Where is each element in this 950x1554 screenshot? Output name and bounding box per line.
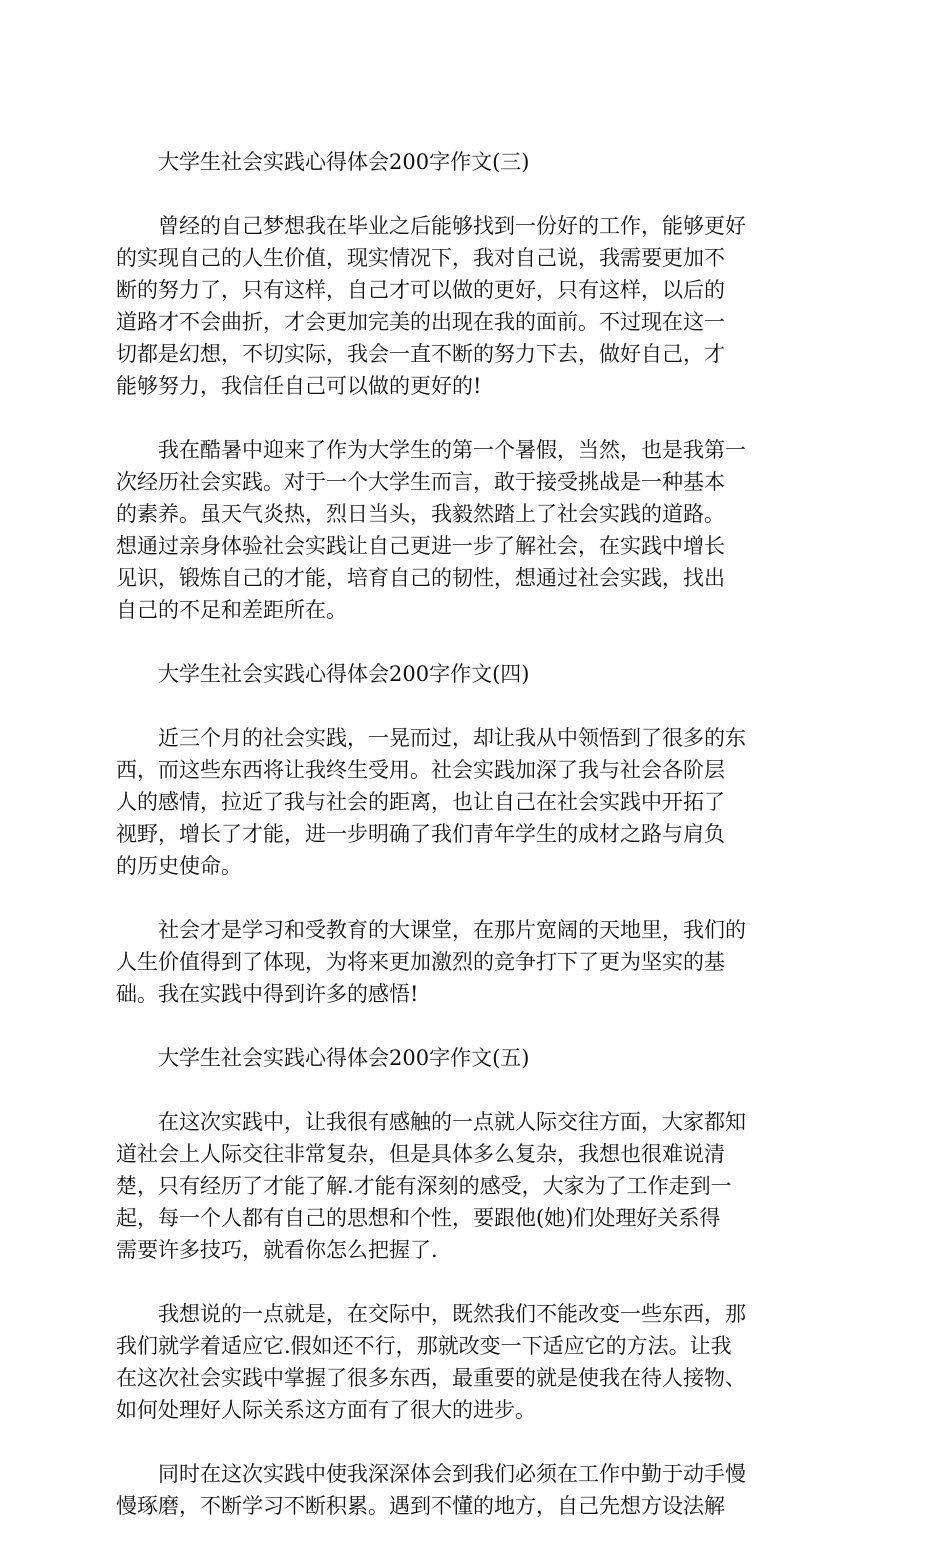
paragraph-line: 人生价值得到了体现，为将来更加激烈的竞争打下了更为坚实的基 bbox=[116, 950, 725, 974]
paragraph-line: 在这次实践中，让我很有感触的一点就人际交往方面，大家都知 bbox=[158, 1110, 746, 1134]
paragraph-line: 道路才不会曲折，才会更加完美的出现在我的面前。不过现在这一 bbox=[116, 310, 725, 334]
document-body bbox=[116, 146, 812, 1554]
paragraph-line: 起，每一个人都有自己的思想和个性，要跟他(她)们处理好关系得 bbox=[116, 1206, 721, 1230]
body-paragraph bbox=[116, 914, 812, 1010]
body-paragraph bbox=[116, 1106, 812, 1266]
paragraph-line: 的素养。虽天气炎热，烈日当头，我毅然踏上了社会实践的道路。 bbox=[116, 502, 725, 526]
paragraph-line: 如何处理好人际关系这方面有了很大的进步。 bbox=[116, 1398, 536, 1422]
body-paragraph bbox=[116, 1458, 812, 1522]
paragraph-line: 我想说的一点就是，在交际中，既然我们不能改变一些东西，那 bbox=[158, 1302, 746, 1326]
paragraph-line: 慢琢磨，不断学习不断积累。遇到不懂的地方，自己先想方设法解 bbox=[116, 1494, 725, 1518]
paragraph-line: 在这次社会实践中掌握了很多东西，最重要的就是使我在待人接物、 bbox=[116, 1366, 746, 1390]
paragraph-line: 近三个月的社会实践，一晃而过，却让我从中领悟到了很多的东 bbox=[158, 726, 746, 750]
body-paragraph bbox=[116, 210, 812, 402]
paragraph-line: 我在酷暑中迎来了作为大学生的第一个暑假，当然，也是我第一 bbox=[158, 438, 746, 462]
section-heading: 大学生社会实践心得体会200字作文(四) bbox=[158, 662, 530, 686]
paragraph-line: 切都是幻想，不切实际，我会一直不断的努力下去，做好自己，才 bbox=[116, 342, 725, 366]
paragraph-line: 需要许多技巧，就看你怎么把握了. bbox=[116, 1238, 438, 1262]
paragraph-line: 想通过亲身体验社会实践让自己更进一步了解社会，在实践中增长 bbox=[116, 534, 725, 558]
paragraph-line: 能够努力，我信任自己可以做的更好的! bbox=[116, 374, 482, 398]
paragraph-line: 社会才是学习和受教育的大课堂，在那片宽阔的天地里，我们的 bbox=[158, 918, 746, 942]
paragraph-line: 自己的不足和差距所在。 bbox=[116, 598, 347, 622]
section-heading: 大学生社会实践心得体会200字作文(三) bbox=[158, 150, 530, 174]
body-paragraph bbox=[116, 434, 812, 626]
paragraph-line: 视野，增长了才能，进一步明确了我们青年学生的成材之路与肩负 bbox=[116, 822, 725, 846]
paragraph-line: 道社会上人际交往非常复杂，但是具体多么复杂，我想也很难说清 bbox=[116, 1142, 725, 1166]
paragraph-line: 人的感情，拉近了我与社会的距离，也让自己在社会实践中开拓了 bbox=[116, 790, 725, 814]
paragraph-line: 断的努力了，只有这样，自己才可以做的更好，只有这样，以后的 bbox=[116, 278, 725, 302]
body-paragraph bbox=[116, 1298, 812, 1426]
paragraph-line: 西，而这些东西将让我终生受用。社会实践加深了我与社会各阶层 bbox=[116, 758, 725, 782]
paragraph-line: 的实现自己的人生价值，现实情况下，我对自己说，我需要更加不 bbox=[116, 246, 725, 270]
paragraph-line: 的历史使命。 bbox=[116, 854, 242, 878]
paragraph-line: 础。我在实践中得到许多的感悟! bbox=[116, 982, 419, 1006]
paragraph-line: 次经历社会实践。对于一个大学生而言，敢于接受挑战是一种基本 bbox=[116, 470, 725, 494]
paragraph-line: 楚，只有经历了才能了解.才能有深刻的感受，大家为了工作走到一 bbox=[116, 1174, 732, 1198]
body-paragraph bbox=[116, 722, 812, 882]
paragraph-line: 见识，锻炼自己的才能，培育自己的韧性，想通过社会实践，找出 bbox=[116, 566, 725, 590]
section-heading: 大学生社会实践心得体会200字作文(五) bbox=[158, 1046, 530, 1070]
paragraph-line: 同时在这次实践中使我深深体会到我们必须在工作中勤于动手慢 bbox=[158, 1462, 746, 1486]
paragraph-line: 我们就学着适应它.假如还不行，那就改变一下适应它的方法。让我 bbox=[116, 1334, 732, 1358]
paragraph-line: 曾经的自己梦想我在毕业之后能够找到一份好的工作，能够更好 bbox=[158, 214, 746, 238]
